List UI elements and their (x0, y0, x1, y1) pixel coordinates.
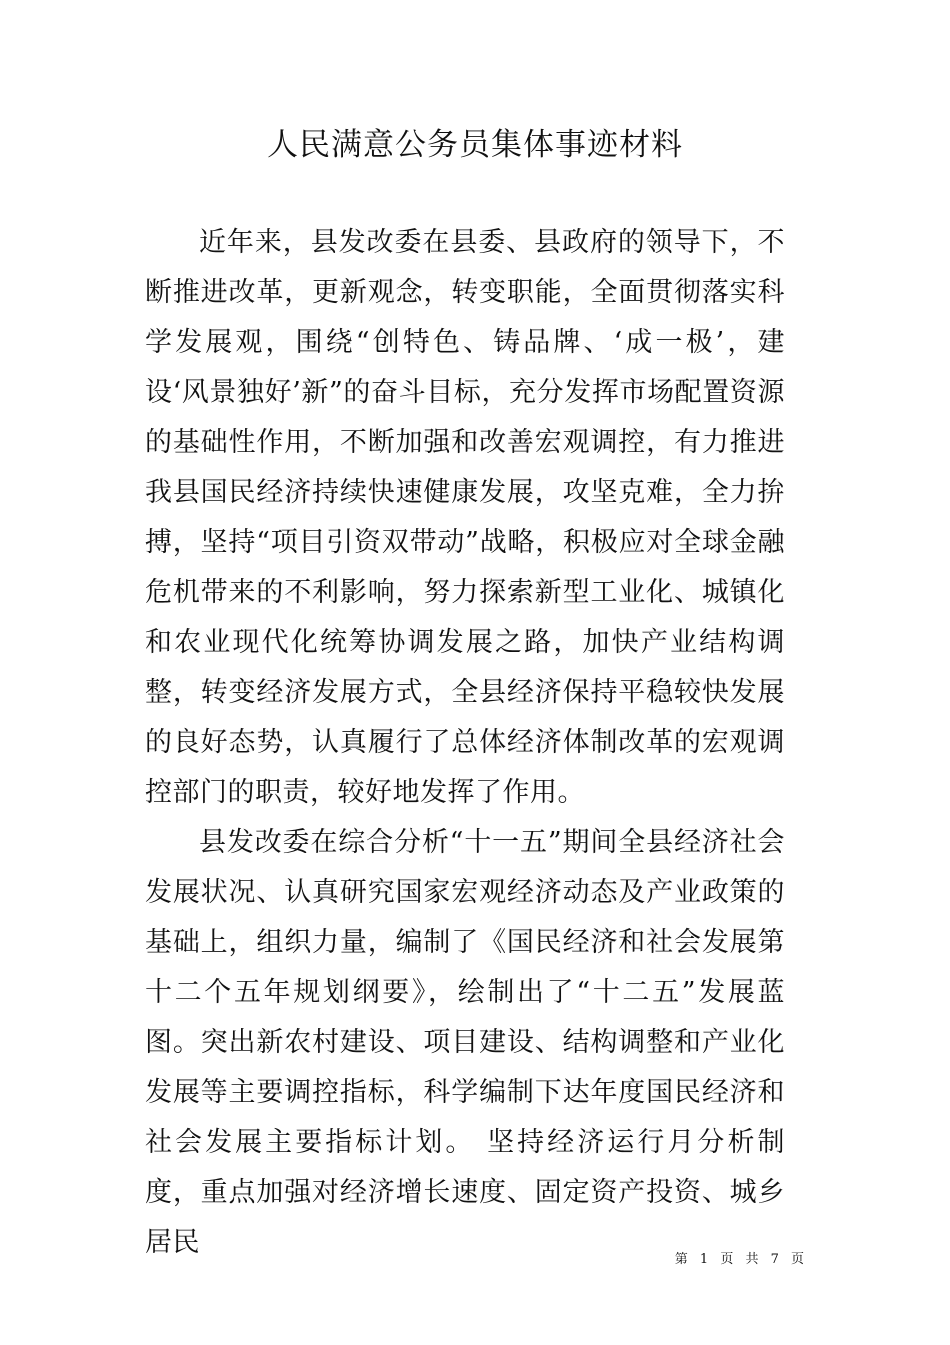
document-body (145, 218, 785, 1268)
document-title: 人民满意公务员集体事迹材料 (267, 127, 683, 163)
paragraph-1: 近年来，县发改委在县委、县政府的领导下，不断推进改革，更新观念，转变职能，全面贯彻落实科学发展观，围绕“创特色、铸品牌、‘成一极’，建设‘风景独好’新”的奋斗目标，充分发挥市场配置资源的基础性作用，不断加强和改善宏观调控，有力推进我县国民经济持续快速健康发展，攻坚克难，全力拚搏，坚持“项目引资双带动”战略，积极应对全球金融危机带来的不利影响，努力探索新型工业化、城镇化和农业现代化统筹协调发展之路，加快产业结构调整，转变经济发展方式，全县经济保持平稳较快发展的良好态势，认真履行了总体经济体制改革的宏观调控部门的职责，较好地发挥了作用。 (145, 227, 785, 808)
page-number: 第 1 页 共 7 页 (674, 1252, 808, 1267)
paragraph-2: 县发改委在综合分析“十一五”期间全县经济社会发展状况、认真研究国家宏观经济动态及产业政策的基础上，组织力量，编制了《国民经济和社会发展第十二个五年规划纲要》，绘制出了“十二五”发展蓝图。突出新农村建设、项目建设、结构调整和产业化发展等主要调控指标，科学编制下达年度国民经济和社会发展主要指标计划。 坚持经济运行月分析制度，重点加强对经济增长速度、固定资产投资、城乡居民 (145, 827, 785, 1258)
